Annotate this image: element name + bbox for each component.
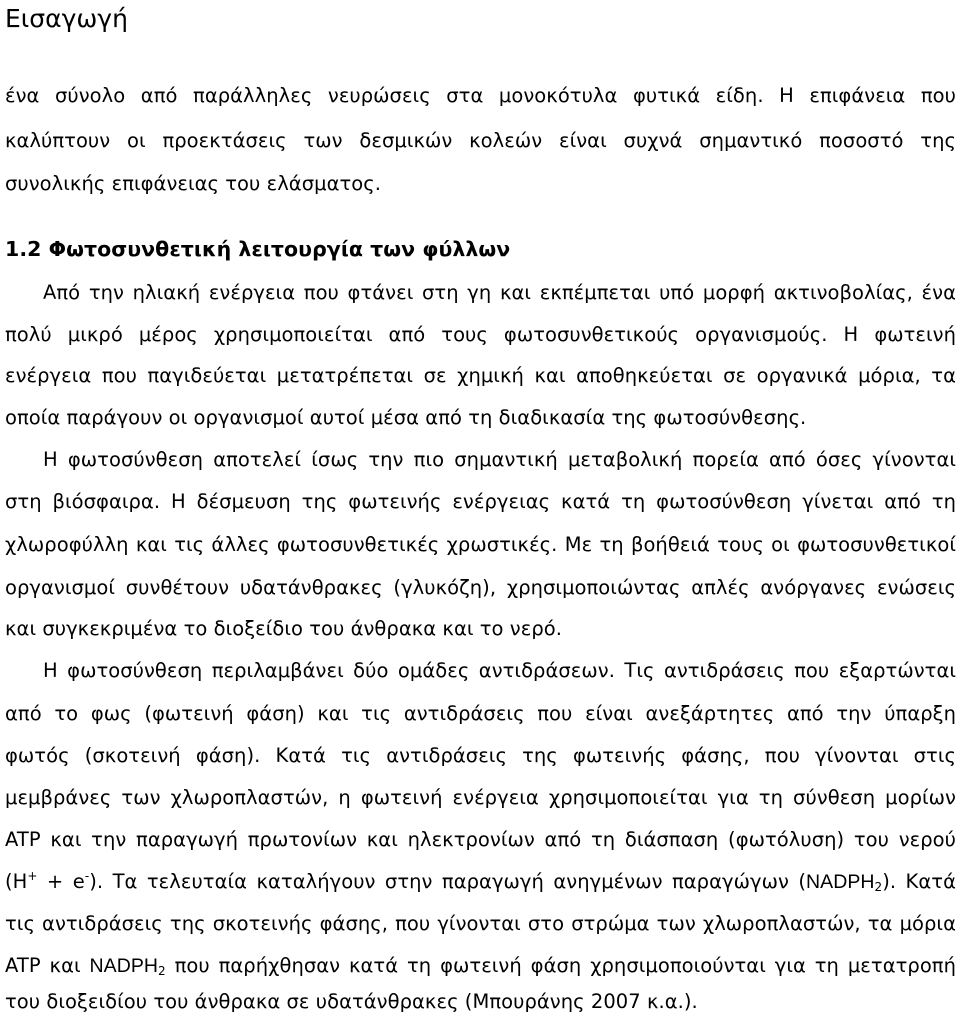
text-fragment: ). Κατά <box>882 870 956 893</box>
text-line: χλωροφύλλη και τις άλλες φωτοσυνθετικές χρωστικές. Με τη βοήθειά τους οι φωτοσυνθετικοί <box>5 533 956 556</box>
text-line: του διοξειδίου του άνθρακα σε υδατάνθρακες (Μπουράνης 2007 κ.α.). <box>5 990 698 1013</box>
text-line: πολύ μικρό μέρος χρησιμοποιείται από τους φωτοσυνθετικούς οργανισμούς. Η φωτεινή <box>5 323 956 346</box>
subscript: 2 <box>158 964 166 978</box>
superscript: - <box>84 869 90 883</box>
text-line: Η φωτοσύνθεση αποτελεί ίσως την πιο σημαντική μεταβολική πορεία από όσες γίνονται <box>43 448 956 471</box>
text-line-formula <box>5 869 956 895</box>
text-line: οργανισμοί συνθέτουν υδατάνθρακες (γλυκόζη), χρησιμοποιώντας απλές ανόργανες ενώσεις <box>5 576 956 599</box>
superscript: + <box>27 869 38 883</box>
text-line: από το φως (φωτεινή φάση) και τις αντιδράσεις που είναι ανεξάρτητες από την ύπαρξη <box>5 702 956 725</box>
nadph-term: NADPH <box>806 871 875 893</box>
text-fragment: ). Τα τελευταία καταλήγουν στην παραγωγή ανηγμένων παραγώγων ( <box>89 870 806 893</box>
subscript: 2 <box>874 880 883 894</box>
text-line: στη βιόσφαιρα. Η δέσμευση της φωτεινής ενέργειας κατά τη φωτοσύνθεση γίνεται από τη <box>5 490 956 513</box>
text-fragment: που παρήχθησαν κατά τη φωτεινή φάση χρησιμοποιούνται για τη μετατροπή <box>165 954 956 977</box>
text-line: μεμβράνες των χλωροπλαστών, η φωτεινή ενέργεια χρησιμοποιείται για τη σύνθεση μορίων <box>5 786 956 809</box>
text-line-formula <box>5 953 956 979</box>
text-line: Από την ηλιακή ενέργεια που φτάνει στη γη και εκπέμπεται υπό μορφή ακτινοβολίας, ένα <box>43 281 956 304</box>
section-heading: 1.2 Φωτοσυνθετική λειτουργία των φύλλων <box>5 237 511 261</box>
text-fragment: (H <box>5 870 28 893</box>
page-header-title: Εισαγωγή <box>5 4 128 33</box>
nadph-term: NADPH <box>89 955 159 977</box>
text-fragment: ATP και <box>5 954 90 977</box>
text-line: τις αντιδράσεις της σκοτεινής φάσης, που γίνονται στο στρώμα των χλωροπλαστών, τα μόρια <box>5 912 956 935</box>
text-line: και συγκεκριμένα το διοξείδιο του άνθρακα και το νερό. <box>5 617 562 640</box>
text-line: οποία παράγουν οι οργανισμοί αυτοί μέσα από τη διαδικασία της φωτοσύνθεσης. <box>5 406 807 429</box>
text-line: ένα σύνολο από παράλληλες νευρώσεις στα μονοκότυλα φυτικά είδη. Η επιφάνεια που <box>5 84 956 107</box>
text-line: ATP και την παραγωγή πρωτονίων και ηλεκτρονίων από τη διάσπαση (φωτόλυση) του νερού <box>5 828 956 851</box>
text-line: Η φωτοσύνθεση περιλαμβάνει δύο ομάδες αντιδράσεων. Τις αντιδράσεις που εξαρτώνται <box>43 659 956 682</box>
text-line: ενέργεια που παγιδεύεται μετατρέπεται σε χημική και αποθηκεύεται σε οργανικά μόρια, τα <box>5 364 956 387</box>
text-line: καλύπτουν οι προεκτάσεις των δεσμικών κολεών είναι συχνά σημαντικό ποσοστό της <box>5 129 956 152</box>
text-line: φωτός (σκοτεινή φάση). Κατά τις αντιδράσεις της φωτεινής φάσης, που γίνονται στις <box>5 744 956 767</box>
text-line: συνολικής επιφάνειας του ελάσματος. <box>5 172 381 195</box>
text-fragment: + e <box>37 870 85 893</box>
